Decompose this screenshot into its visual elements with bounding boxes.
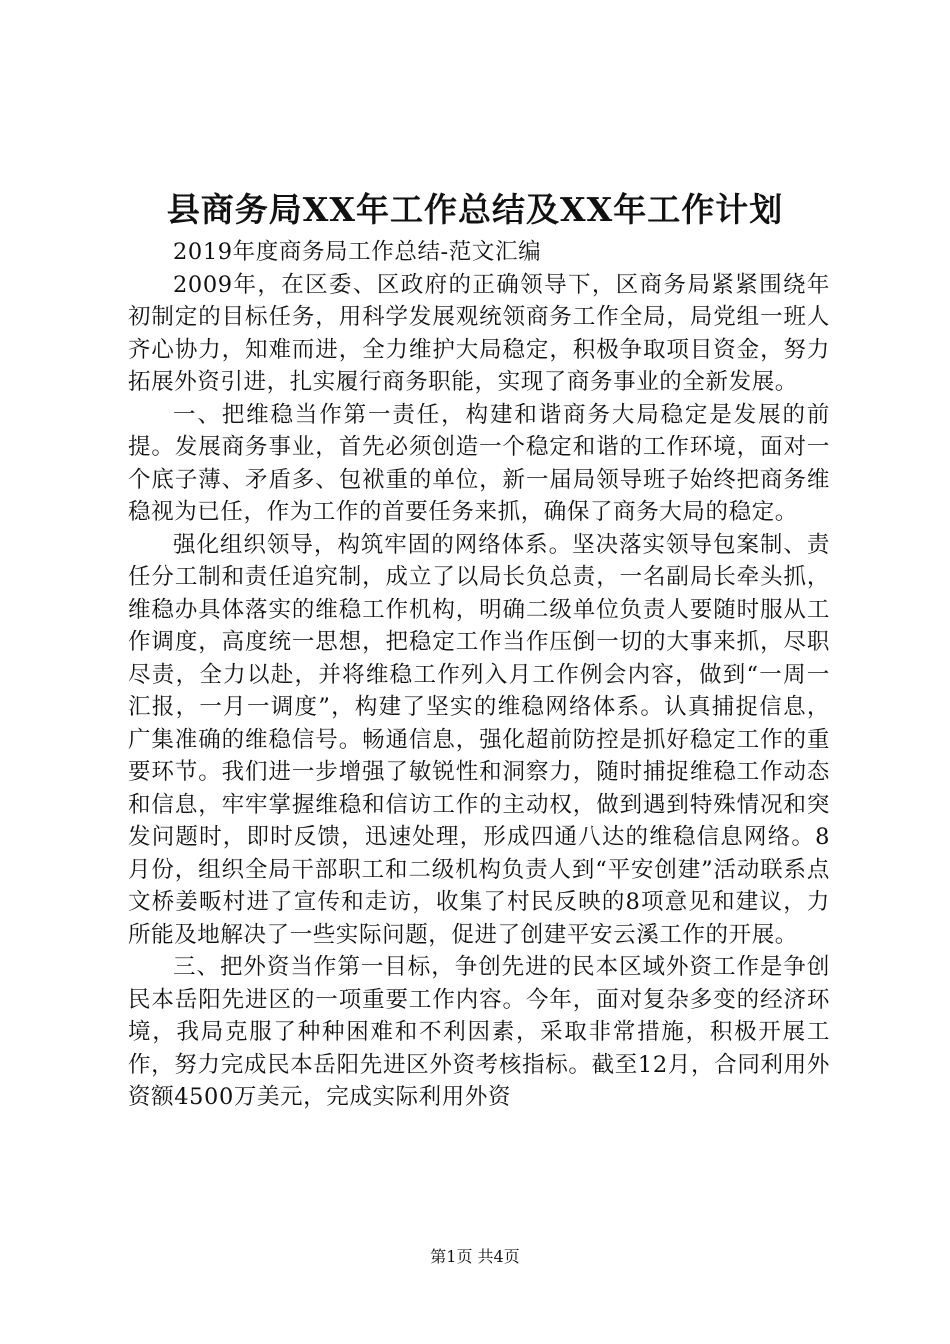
document-title: 县商务局XX年工作总结及XX年工作计划 [166,190,784,229]
paragraph-organization: 强化组织领导，构筑牢固的网络体系。坚决落实领导包案制、责任分工制和责任追究制，成立了以局长负总责，一名副局长牵头抓，维稳办具体落实的维稳工作机构，明确二级单位负责人要随时服从工作调度，高度统一思想，把稳定工作当作压倒一切的大事来抓，尽职尽责，全力以赴，并将维稳工作列入月工作例会内容，做到“一周一汇报，一月一调度”，构建了坚实的维稳网络体系。认真捕捉信息，广集准确的维稳信号。畅通信息，强化超前防控是抓好稳定工作的重要环节。我们进一步增强了敏锐性和洞察力，随时捕捉维稳工作动态和信息，牢牢掌握维稳和信访工作的主动权，做到遇到特殊情况和突发问题时，即时反馈，迅速处理，形成四通八达的维稳信息网络。8月份，组织全局干部职工和二级机构负责人到“平安创建”活动联系点文桥姜畈村进了宣传和走访，收集了村民反映的8项意见和建议，力所能及地解决了一些实际问题，促进了创建平安云溪工作的开展。 [128,531,830,948]
document-body [128,236,830,1114]
paragraph-intro: 2009年，在区委、区政府的正确领导下，区商务局紧紧围绕年初制定的目标任务，用科学发展观统领商务工作全局，局党组一班人齐心协力，知难而进，全力维护大局稳定，积极争取项目资金，努力拓展外资引进，扎实履行商务职能，实现了商务事业的全新发展。 [128,271,830,395]
paragraph-subtitle: 2019年度商务局工作总结-范文汇编 [173,239,542,265]
paragraph-section-one: 一、把维稳当作第一责任，构建和谐商务大局稳定是发展的前提。发展商务事业，首先必须创造一个稳定和谐的工作环境，面对一个底子薄、矛盾多、包袱重的单位，新一届局领导班子始终把商务维稳视为已任，作为工作的首要任务来抓，确保了商务大局的稳定。 [128,401,830,525]
paragraph-section-three: 三、把外资当作第一目标，争创先进的民本区域外资工作是争创民本岳阳先进区的一项重要工作内容。今年，面对复杂多变的经济环境，我局克服了种种困难和不利因素，采取非常措施，积极开展工作，努力完成民本岳阳先进区外资考核指标。截至12月，合同利用外资额4500万美元，完成实际利用外资 [128,954,830,1110]
page-number-footer: 第1页 共4页 [430,1247,520,1266]
